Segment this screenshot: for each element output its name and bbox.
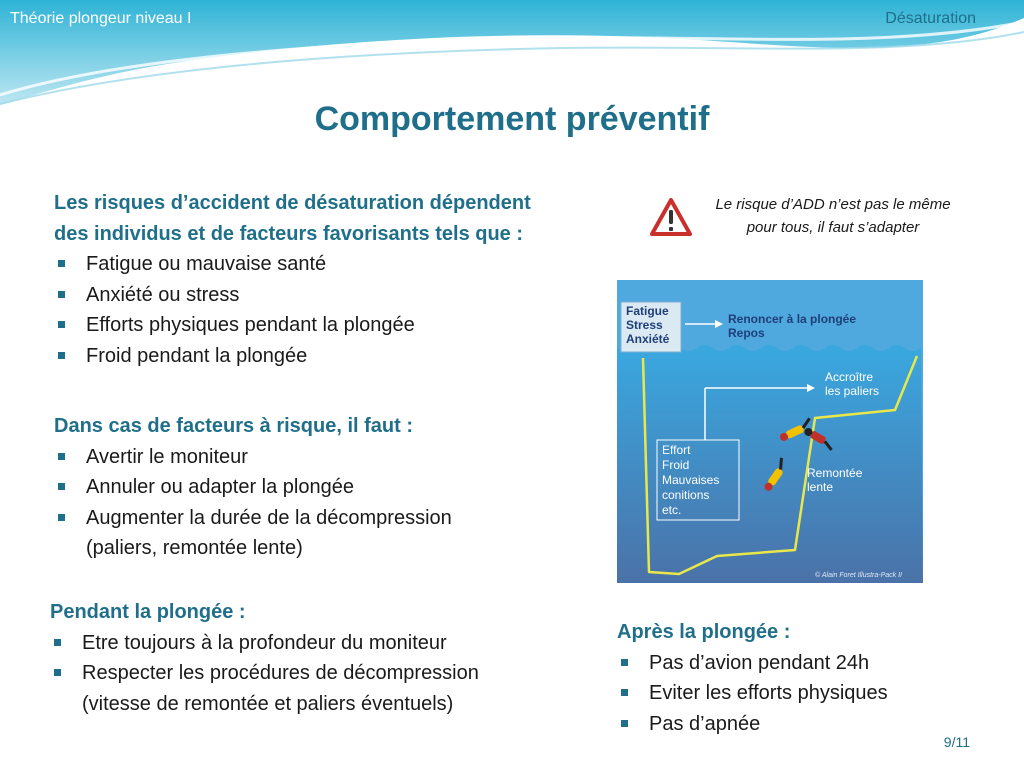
bullet-icon [58, 321, 65, 328]
warning-line1: Le risque d’ADD n’est pas le même [715, 196, 951, 213]
warning-triangle-icon [650, 198, 692, 236]
list-item [54, 341, 531, 372]
dive-profile-svg [617, 280, 923, 583]
list-item-text: Annuler ou adapter la plongée [86, 476, 354, 498]
list-item [54, 249, 531, 280]
list-item-text: Efforts physiques pendant la plongée [86, 314, 415, 336]
list-item [50, 628, 479, 659]
image-credit: © Alain Foret Illustra-Pack II [815, 572, 902, 579]
during-block [50, 597, 479, 719]
surface-action-text: Renoncer à la plongée [728, 312, 857, 326]
factors-list [54, 442, 452, 564]
list-item [54, 310, 531, 341]
during-heading: Pendant la plongée : [50, 601, 246, 623]
after-list [617, 648, 888, 740]
list-item-text-continued: (vitesse de remontée et paliers éventuels) [82, 692, 454, 715]
bullet-icon [621, 720, 628, 727]
after-block [617, 617, 888, 739]
list-item [54, 472, 452, 503]
factors-heading: Dans cas de facteurs à risque, il faut : [54, 415, 414, 437]
list-item-text: Pas d’avion pendant 24h [649, 651, 870, 674]
list-item-text: Etre toujours à la profondeur du moniteur [82, 631, 447, 654]
dive-profile-illustration [617, 280, 923, 583]
during-list [50, 628, 479, 720]
list-item-text: Augmenter la durée de la décompression [86, 506, 452, 529]
bullet-icon [58, 260, 65, 267]
depth-factor-text: Effort [662, 443, 691, 457]
surface-factor-text: Stress [626, 318, 663, 332]
warning-note [688, 193, 978, 239]
risks-heading-line2: des individus et de facteurs favorisants tels que : [54, 222, 524, 245]
risks-heading-line1: Les risques d’accident de désaturation dépendent [54, 192, 531, 214]
list-item [54, 442, 452, 473]
surface-factor-text: Anxiété [626, 332, 670, 346]
list-item [54, 503, 452, 564]
depth-factor-text: Mauvaises [662, 473, 720, 487]
warning-line2: pour tous, il faut s’adapter [746, 219, 920, 236]
slide-title: Comportement préventif [314, 100, 710, 138]
list-item-text: Froid pendant la plongée [86, 344, 308, 367]
list-item-text: Anxiété ou stress [86, 283, 240, 306]
slow-ascent-text: Remontée [807, 466, 863, 480]
page-number: 9/11 [943, 734, 970, 750]
list-item [617, 648, 888, 679]
list-item-text: Respecter les procédures de décompression [82, 662, 479, 684]
list-item-text: Pas d’apnée [649, 712, 761, 735]
risks-block [54, 188, 531, 371]
bullet-icon [58, 483, 65, 490]
surface-factor-text: Fatigue [626, 304, 669, 318]
header-section-label: Théorie plongeur niveau I [10, 10, 192, 27]
bullet-icon [54, 669, 61, 676]
list-item [50, 658, 479, 719]
bullet-icon [58, 514, 65, 521]
depth-factor-text: conitions [662, 488, 710, 502]
bullet-icon [54, 639, 61, 646]
bullet-icon [621, 689, 628, 696]
bullet-icon [58, 352, 65, 359]
list-item [617, 709, 888, 740]
increase-stops-text: les paliers [825, 384, 880, 398]
increase-stops-text: Accroître [825, 370, 874, 384]
after-heading: Après la plongée : [617, 621, 791, 643]
bullet-icon [58, 453, 65, 460]
depth-factor-text: Froid [662, 458, 690, 472]
depth-factor-text: etc. [662, 503, 682, 517]
list-item [617, 678, 888, 709]
header-topic-label: Désaturation [885, 10, 976, 27]
factors-block [54, 411, 452, 564]
bullet-icon [621, 659, 628, 666]
surface-action-text: Repos [728, 326, 765, 340]
bullet-icon [58, 291, 65, 298]
slow-ascent-text: lente [807, 480, 834, 494]
list-item-text: Eviter les efforts physiques [649, 682, 888, 704]
list-item-text-continued: (paliers, remontée lente) [86, 537, 303, 559]
risks-list [54, 249, 531, 371]
list-item-text: Fatigue ou mauvaise santé [86, 253, 327, 275]
list-item [54, 280, 531, 311]
list-item-text: Avertir le moniteur [86, 445, 248, 468]
